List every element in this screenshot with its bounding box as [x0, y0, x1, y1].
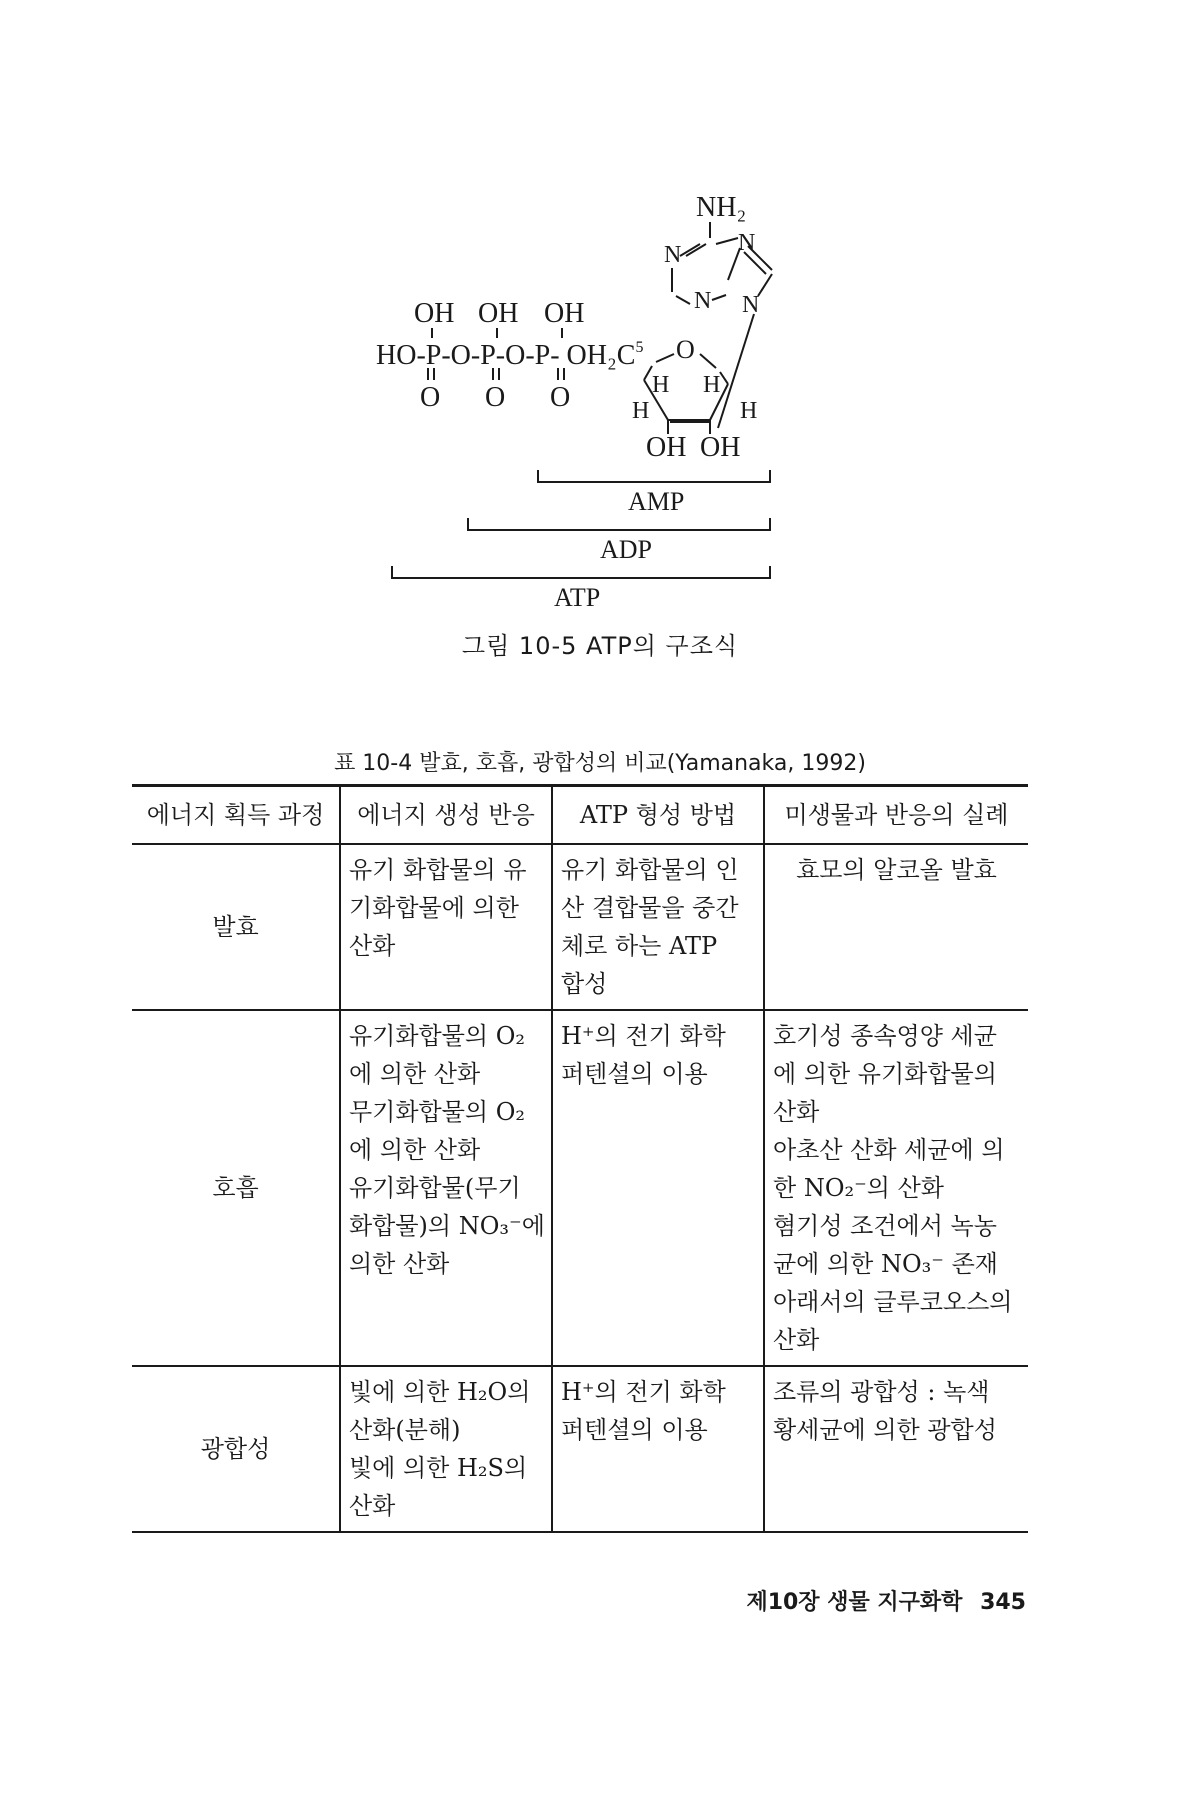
header-reaction: 에너지 생성 반응: [340, 786, 552, 845]
table-row-fermentation: [132, 844, 1028, 1010]
atp-line: H⁺의 전기 화학: [561, 1022, 726, 1050]
header-atp: ATP 형성 방법: [552, 786, 764, 845]
reaction-line: 의한 산화: [349, 1250, 450, 1278]
c5-superscript: 5: [635, 339, 644, 356]
nh2-label: NH₂: [696, 192, 747, 223]
example-cell: [764, 1366, 1028, 1532]
n-label-3: N: [694, 288, 712, 314]
reaction-cell: [340, 1366, 552, 1532]
amp-bracket: [538, 470, 770, 482]
atp-line: H⁺의 전기 화학: [561, 1378, 726, 1406]
reaction-line: 유기화합물(무기: [349, 1174, 521, 1202]
example-cell: [764, 1010, 1028, 1366]
atp-line: 체로 하는 ATP: [561, 932, 718, 960]
reaction-cell: [340, 844, 552, 1010]
reaction-line: 빛에 의한 H₂O의: [349, 1378, 531, 1406]
example-line: 한 NO₂⁻의 산화: [773, 1174, 944, 1202]
header-process: 에너지 획득 과정: [146, 801, 325, 829]
reaction-line: 유기화합물의 O₂: [349, 1022, 526, 1050]
table-row-photosynthesis: [132, 1366, 1028, 1532]
atp-line: 산 결합물을 중간: [561, 894, 739, 922]
reaction-line: 에 의한 산화: [349, 1136, 481, 1164]
example-line: 균에 의한 NO₃⁻ 존재: [773, 1250, 998, 1278]
n-label-2: N: [738, 230, 756, 256]
oh-label-3: OH: [544, 298, 585, 329]
reaction-cell: [340, 1010, 552, 1366]
adp-bracket: [468, 518, 770, 530]
reaction-line: 유기 화합물의 유: [349, 856, 527, 884]
oh-label-4: OH: [646, 432, 687, 463]
phosphate-chain-label: HO-P-O-P-O-P- $OH_2C^5$: [376, 339, 644, 371]
o-label-1: O: [420, 382, 441, 413]
process-cell: 발효: [212, 913, 259, 941]
table-header-row: [132, 786, 1028, 845]
atp-method-cell: [552, 1366, 764, 1532]
example-line: 호기성 종속영양 세균: [773, 1022, 997, 1050]
reaction-line: 산화: [349, 932, 396, 960]
oh-label-1: OH: [414, 298, 455, 329]
header-example: 미생물과 반응의 실례: [764, 786, 1028, 845]
example-line: 산화: [773, 1326, 820, 1354]
oh-label-2: OH: [478, 298, 519, 329]
example-line: 효모의 알코올 발효: [796, 856, 997, 884]
reaction-line: 산화(분해): [349, 1416, 461, 1444]
atp-bracket: [392, 566, 770, 578]
reaction-line: 화합물)의 NO₃⁻에: [349, 1212, 545, 1240]
example-line: 황세균에 의한 광합성: [773, 1416, 997, 1444]
page-footer: [746, 1585, 1026, 1616]
atp-method-cell: [552, 1010, 764, 1366]
example-cell: [764, 844, 1028, 1010]
h-label-1: H: [652, 372, 670, 398]
reaction-line: 무기화합물의 O₂: [349, 1098, 526, 1126]
atp-method-cell: [552, 844, 764, 1010]
comparison-table: [132, 784, 1028, 1533]
oh-label-5: OH: [700, 432, 741, 463]
example-line: 조류의 광합성 : 녹색: [773, 1378, 990, 1406]
page-number: 345: [980, 1590, 1026, 1615]
atp-label: ATP: [554, 583, 601, 612]
example-line: 아래서의 글루코오스의: [773, 1288, 1013, 1316]
atp-structure-diagram: [0, 0, 1200, 720]
chapter-title: 제10장 생물 지구화학: [746, 1590, 963, 1615]
process-cell: 광합성: [200, 1435, 271, 1463]
atp-line: 합성: [561, 970, 608, 998]
n-label-4: N: [742, 292, 760, 318]
table-title: 표 10-4 발효, 호흡, 광합성의 비교(Yamanaka, 1992): [334, 751, 866, 776]
example-line: 혐기성 조건에서 녹농: [773, 1212, 997, 1240]
amp-label: AMP: [628, 487, 685, 516]
example-line: 산화: [773, 1098, 820, 1126]
figure-caption: 그림 10-5 ATP의 구조식: [461, 632, 739, 660]
process-cell: 호흡: [212, 1174, 259, 1202]
h-label-4: H: [740, 398, 758, 424]
reaction-line: 산화: [349, 1492, 396, 1520]
o-label-3: O: [550, 382, 571, 413]
reaction-line: 기화합물에 의한: [349, 894, 519, 922]
h-label-3: H: [632, 398, 650, 424]
h-label-2: H: [703, 372, 721, 398]
n-label-1: N: [664, 242, 682, 268]
ring-oxygen-label: O: [676, 335, 695, 364]
example-line: 에 의한 유기화합물의: [773, 1060, 997, 1088]
example-line: 아초산 산화 세균에 의: [773, 1136, 1005, 1164]
atp-line: 퍼텐셜의 이용: [561, 1416, 708, 1444]
o-label-2: O: [485, 382, 506, 413]
atp-line: 퍼텐셜의 이용: [561, 1060, 708, 1088]
reaction-line: 에 의한 산화: [349, 1060, 481, 1088]
adp-label: ADP: [600, 535, 653, 564]
reaction-line: 빛에 의한 H₂S의: [349, 1454, 528, 1482]
atp-line: 유기 화합물의 인: [561, 856, 739, 884]
table-row-respiration: [132, 1010, 1028, 1366]
